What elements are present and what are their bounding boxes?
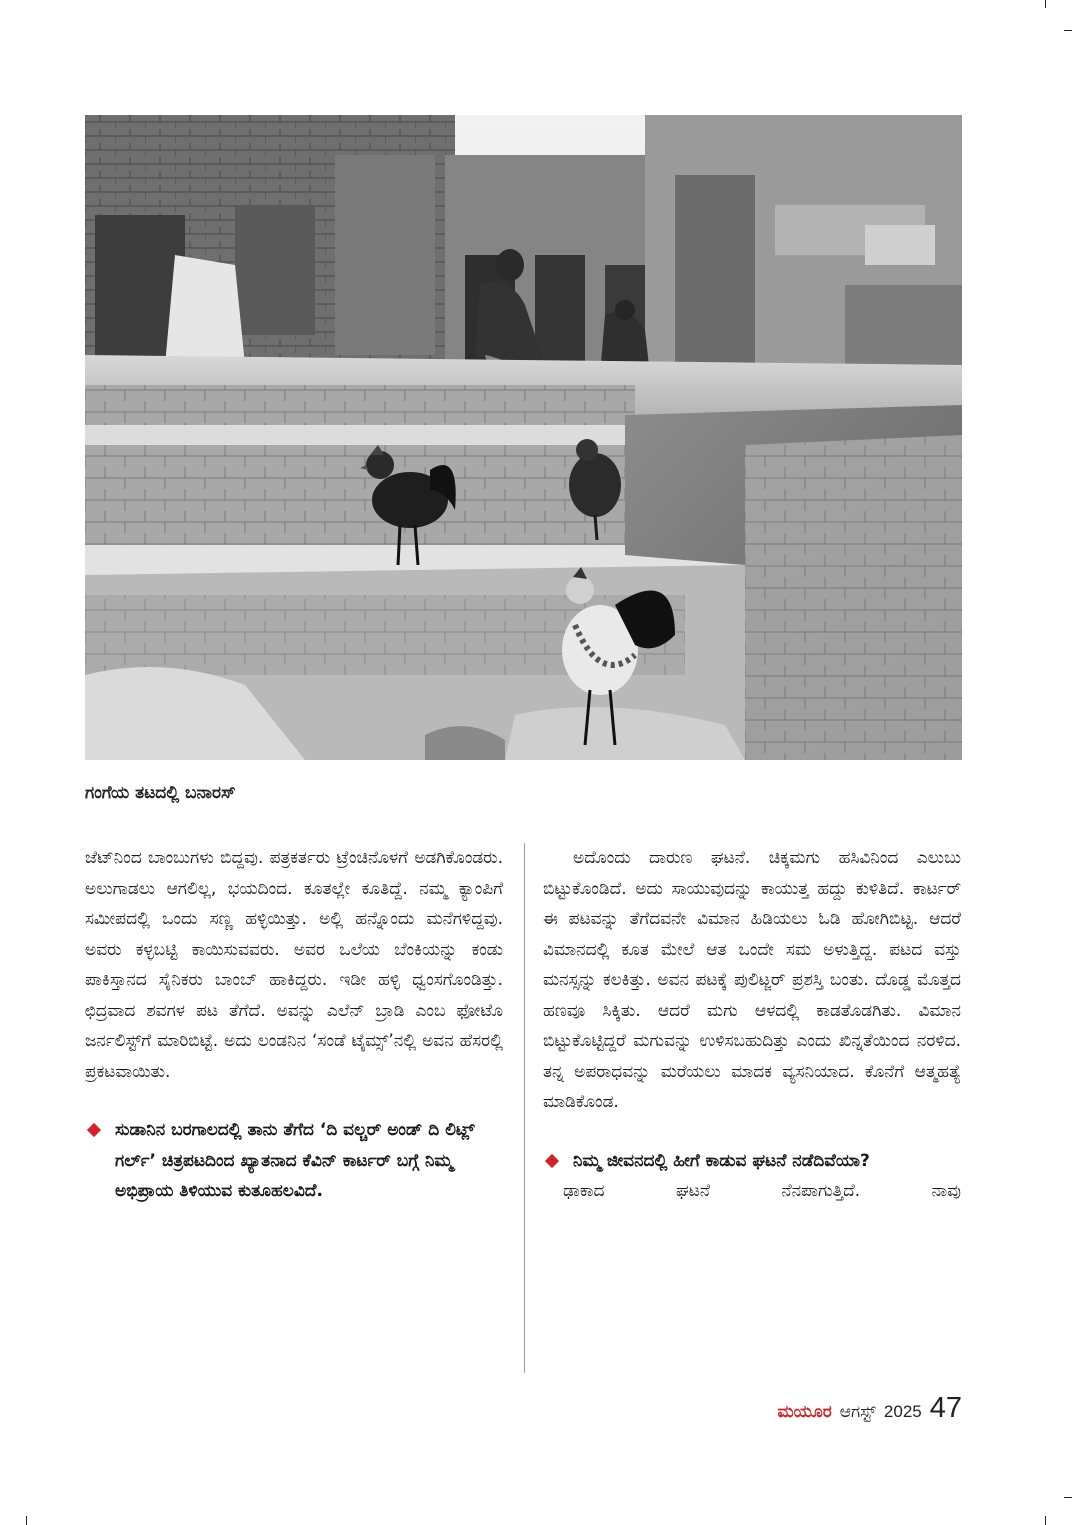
issue-month: ಆಗಸ್ಟ್ [839,1402,876,1421]
page-number: 47 [929,1392,962,1424]
right-column-paragraph: ಅದೊಂದು ದಾರುಣ ಘಟನೆ. ಚಿಕ್ಕಮಗು ಹಸಿವಿನಿಂದ ಎಲುಬು ಬಿಟ್ಟುಕೊಂಡಿದೆ. ಅದು ಸಾಯುವುದನ್ನು ಕಾಯುತ್ತ ಹದ್ದು ಕುಳಿತಿದೆ. ಕಾರ್ಟರ್ ಈ ಪಟವನ್ನು ತೆಗೆದವನೇ ವಿಮಾನ ಹಿಡಿಯಲು ಓಡಿ ಹೋಗಿಬಿಟ್ಟ. ಆದರೆ ವಿಮಾನದಲ್ಲಿ ಕೂತ ಮೇಲೆ ಆತ ಒಂದೇ ಸಮ ಅಳುತ್ತಿದ್ದ. ಪಟದ ವಸ್ತು ಮನಸ್ಸನ್ನು ಕಲಕಿತ್ತು. ಅವನ ಪಟಕ್ಕೆ ಪುಲಿಟ್ಜರ್ ಪ್ರಶಸ್ತಿ ಬಂತು. ದೊಡ್ಡ ಮೊತ್ತದ ಹಣವೂ ಸಿಕ್ಕಿತು. ಆದರೆ ಮಗು ಆಳದಲ್ಲಿ ಕಾಡತೊಡಗಿತು. ವಿಮಾನ ಬಿಟ್ಟುಕೊಟ್ಟಿದ್ದರೆ ಮಗುವನ್ನು ಉಳಿಸಬಹುದಿತ್ತು ಎಂದು ಖಿನ್ನತೆಯಿಂದ ನರಳಿದ. ತನ್ನ ಅಪರಾಧವನ್ನು ಮರೆಯಲು ಮಾದಕ ವ್ಯಸನಿಯಾದ. ಕೊನೆಗೆ ಆತ್ಮಹತ್ಯೆ ಮಾಡಿಕೊಂಡ. [543,848,961,1112]
crop-mark-bottom-right [1045,1516,1046,1525]
interview-question-2 [543,1146,961,1177]
interview-question-2-text: ನಿಮ್ಮ ಜೀವನದಲ್ಲಿ ಹೀಗೆ ಕಾಡುವ ಘಟನೆ ನಡೆದಿವೆಯಾ? [573,1150,870,1171]
red-diamond-bullet-icon [87,1123,101,1137]
magazine-name: ಮಯೂರ [777,1402,832,1422]
crop-mark-top-right [1045,0,1046,8]
page-footer [778,1392,963,1425]
answer-start: ಢಾಕಾದ ಘಟನೆ ನೆನಪಾಗುತ್ತಿದೆ. ನಾವು [563,1181,961,1201]
column-divider [524,843,525,1373]
ghat-photo [85,115,962,760]
crop-mark-bottom-left [26,1516,27,1525]
left-column [85,843,503,1207]
photo-caption: ಗಂಗೆಯ ತಟದಲ್ಲಿ ಬನಾರಸ್ [85,783,236,803]
crop-mark-right-lower [1064,1497,1072,1498]
issue-year: 2025 [883,1402,922,1421]
crop-mark-right-upper [1064,30,1072,31]
interview-question-1-text: ಸುಡಾನಿನ ಬರಗಾಲದಲ್ಲಿ ತಾನು ತೆಗೆದ ‘ದಿ ವಲ್ಚರ್ ಅಂಡ್ ದಿ ಲಿಟ್ಲ್ ಗರ್ಲ್’ ಚಿತ್ರಪಟದಿಂದ ಖ್ಯಾತನಾದ ಕೆವಿನ್ ಕಾರ್ಟರ್ ಬಗ್ಗೆ ನಿಮ್ಮ ಅಭಿಪ್ರಾಯ ತಿಳಿಯುವ ಕುತೂಹಲವಿದೆ. [115,1120,475,1201]
right-column [543,843,961,1207]
red-diamond-bullet-icon [545,1153,559,1167]
ghat-photo-illustration [85,115,962,760]
left-column-paragraph: ಜೆಟ್‌ನಿಂದ ಬಾಂಬುಗಳು ಬಿದ್ದವು. ಪತ್ರಕರ್ತರು ಟ್ರೆಂಚಿನೊಳಗೆ ಅಡಗಿಕೊಂಡರು. ಅಲುಗಾಡಲು ಆಗಲಿಲ್ಲ, ಭಯದಿಂದ. ಕೂತಲ್ಲೇ ಕೂತಿದ್ದೆ. ನಮ್ಮ ಕ್ಯಾಂಪಿಗೆ ಸಮೀಪದಲ್ಲಿ ಒಂದು ಸಣ್ಣ ಹಳ್ಳಿಯಿತ್ತು. ಅಲ್ಲಿ ಹನ್ನೊಂದು ಮನೆಗಳಿದ್ದವು. ಅವರು ಕಳ್ಳಬಟ್ಟಿ ಕಾಯಿಸುವವರು. ಅವರ ಒಲೆಯ ಬೆಂಕಿಯನ್ನು ಕಂಡು ಪಾಕಿಸ್ತಾನದ ಸೈನಿಕರು ಬಾಂಬ್ ಹಾಕಿದ್ದರು. ಇಡೀ ಹಳ್ಳಿ ಧ್ವಂಸಗೊಂಡಿತ್ತು. ಛಿದ್ರವಾದ ಶವಗಳ ಪಟ ತೆಗೆದೆ. ಅವನ್ನು ಎಲೆನ್ ಬ್ರಾಡಿ ಎಂಬ ಫೋಟೊ ಜರ್ನಲಿಸ್ಟ್‌ಗೆ ಮಾರಿಬಿಟ್ಟೆ. ಅದು ಲಂಡನಿನ ‘ಸಂಡೆ ಟೈಮ್ಸ್’ನಲ್ಲಿ ಅವನ ಹೆಸರಲ್ಲಿ ಪ್ರಕಟವಾಯಿತು. [85,848,503,1082]
interview-question-1 [85,1115,503,1207]
